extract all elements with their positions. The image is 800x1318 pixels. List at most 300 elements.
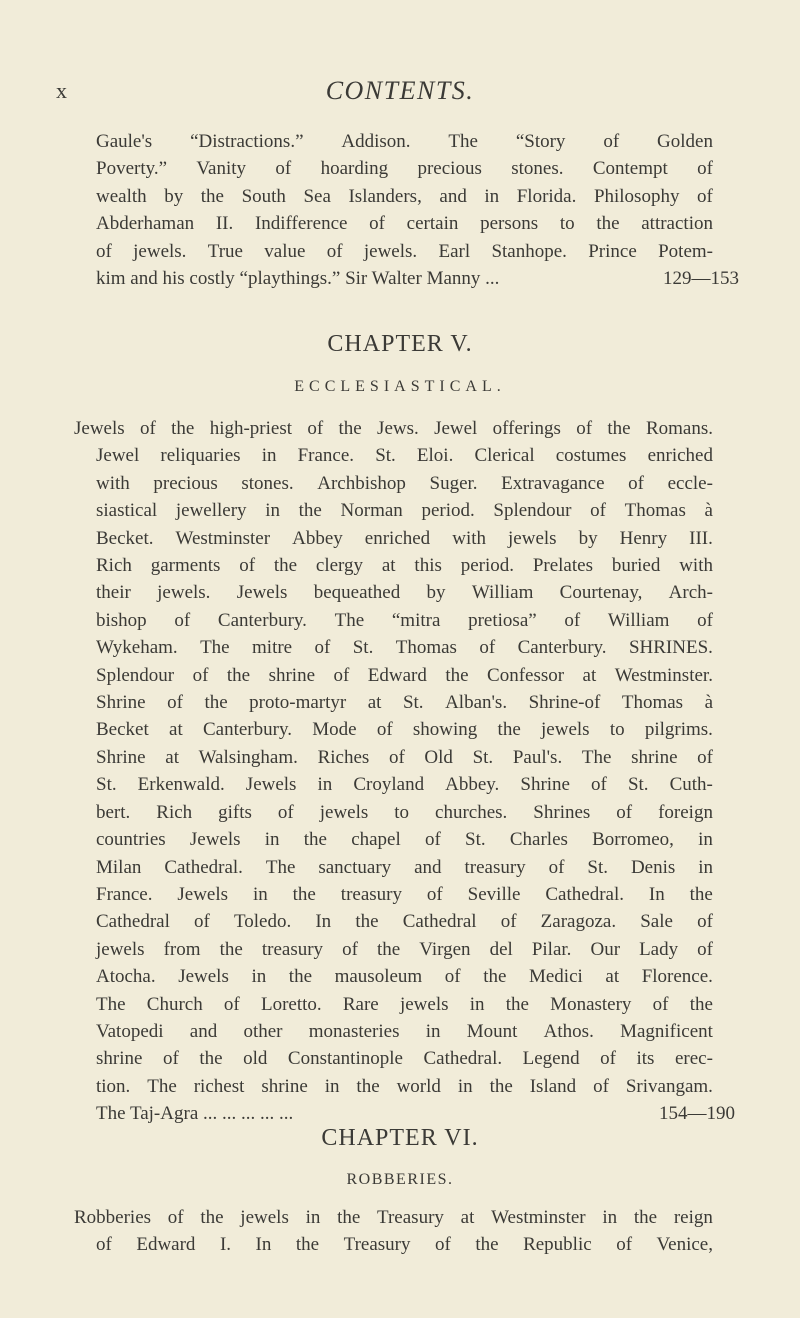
word: Islanders, — [348, 185, 422, 207]
word: Croyland — [353, 774, 425, 796]
word: of — [479, 637, 496, 659]
word: the — [200, 185, 224, 207]
word: of — [96, 240, 112, 262]
page-range: 129—153 — [663, 268, 739, 290]
word: Loretto. — [260, 993, 322, 1015]
word: of — [697, 158, 713, 180]
word: of — [174, 609, 191, 631]
word: at — [460, 1207, 475, 1228]
word: high-priest — [209, 418, 293, 439]
word: William — [471, 582, 534, 604]
text-line — [96, 991, 713, 1018]
word: Jewels — [177, 883, 229, 905]
word: Denis — [630, 856, 676, 878]
word: this — [414, 555, 442, 577]
text-line — [96, 1231, 713, 1258]
text-line — [96, 128, 713, 155]
word: of — [369, 213, 385, 235]
word: world — [396, 1075, 441, 1097]
word: Rich — [96, 555, 132, 577]
text-line — [96, 1073, 713, 1100]
text-line — [96, 579, 713, 606]
word: of — [600, 1048, 616, 1070]
word: of — [342, 938, 358, 960]
word: of — [697, 609, 713, 631]
word: Poverty.” — [96, 158, 168, 180]
word: in — [265, 500, 280, 522]
word: in — [252, 883, 268, 905]
word: treasury — [261, 938, 324, 960]
word: stones. — [511, 158, 564, 180]
word: of — [139, 418, 156, 439]
text-line — [96, 826, 713, 853]
word: enriched — [647, 445, 713, 467]
word: treasury — [340, 883, 402, 905]
word: proto-martyr — [249, 692, 347, 714]
word: SHRINES. — [628, 637, 713, 659]
word: The — [448, 131, 478, 152]
word: in — [698, 829, 713, 851]
word: Shrines — [533, 801, 591, 823]
word: Prince — [588, 240, 637, 262]
word: à — [704, 500, 713, 522]
word: monasteries — [308, 1020, 400, 1042]
word: other — [243, 1020, 283, 1042]
text-line-with-pages — [96, 1100, 735, 1127]
word: of — [192, 664, 209, 686]
word: Thomas — [395, 637, 457, 659]
text-line — [96, 744, 713, 771]
word: in — [469, 993, 485, 1015]
word: II. — [215, 213, 234, 235]
text-line: kim and his costly “playthings.” Sir Walter Manny ... — [96, 268, 500, 290]
chapter-v-paragraph — [74, 415, 735, 1128]
word: Potem- — [658, 240, 713, 262]
word: of — [435, 1234, 451, 1256]
word: the — [199, 1048, 223, 1070]
word: Abbey. — [445, 774, 500, 796]
text-line — [96, 238, 713, 265]
word: certain — [406, 213, 459, 235]
word: Shrine — [96, 692, 146, 714]
page-number: x — [56, 78, 67, 103]
word: Monastery — [550, 993, 632, 1015]
word: of — [697, 185, 713, 207]
word: Jews. — [377, 418, 419, 439]
word: Shrine — [96, 746, 146, 768]
word: Our — [590, 938, 621, 960]
word: of — [333, 664, 350, 686]
word: Extravagance — [501, 472, 605, 494]
word: Becket — [96, 719, 149, 741]
word: jewellery — [175, 500, 247, 522]
word: Earl — [438, 240, 471, 262]
word: pretiosa” — [468, 609, 537, 631]
word: bishop — [96, 609, 147, 631]
word: St. — [352, 637, 374, 659]
word: by — [164, 185, 184, 207]
text-line — [96, 799, 713, 826]
word: the — [338, 418, 362, 439]
word: the — [292, 883, 316, 905]
text-line: The Taj-Agra ... ... ... ... ... — [96, 1103, 294, 1125]
word: Becket. — [96, 527, 154, 549]
word: In — [315, 911, 332, 933]
word: shrine — [96, 1048, 143, 1070]
word: jewels — [508, 527, 557, 549]
word: Jewels — [189, 829, 241, 851]
word: Cathedral. — [545, 883, 624, 905]
word: Mode — [312, 719, 357, 741]
word: chapel — [351, 829, 401, 851]
word: Virgen — [419, 938, 471, 960]
word: Rich — [156, 801, 193, 823]
word: of — [697, 911, 713, 933]
word: Arch- — [668, 582, 713, 604]
word: and — [189, 1020, 218, 1042]
text-line — [96, 1045, 713, 1072]
word: of — [593, 1075, 609, 1097]
text-line — [96, 552, 713, 579]
word: The — [96, 993, 126, 1015]
text-line — [96, 881, 713, 908]
word: of — [167, 692, 183, 714]
word: of — [564, 609, 581, 631]
word: Treasury — [377, 1207, 444, 1228]
word: Athos. — [543, 1020, 594, 1042]
word: by — [426, 582, 446, 604]
word: jewels — [319, 801, 369, 823]
word: Wykeham. — [96, 637, 178, 659]
word: Legend — [522, 1048, 580, 1070]
word: the — [475, 1234, 499, 1256]
word: Church — [146, 993, 203, 1015]
word: pilgrims. — [644, 719, 713, 741]
word: stones. — [241, 472, 294, 494]
word: gifts — [218, 801, 252, 823]
word: Canterbury. — [517, 637, 607, 659]
word: Golden — [657, 131, 713, 152]
word: Vatopedi — [96, 1020, 164, 1042]
chapter-vi-subtitle: ROBBERIES. — [346, 1171, 454, 1188]
word: Cathedral — [96, 911, 170, 933]
word: in — [602, 1207, 618, 1228]
word: Venice, — [656, 1234, 713, 1256]
word: in — [425, 1020, 441, 1042]
word: Medici — [528, 966, 583, 988]
word: the — [226, 664, 251, 686]
word: France. — [297, 445, 355, 467]
word: the — [483, 966, 507, 988]
word: Magnificent — [620, 1020, 713, 1042]
word: the — [497, 719, 521, 741]
word: the — [689, 993, 713, 1015]
word: in — [317, 774, 333, 796]
word: to — [609, 719, 625, 741]
text-line — [96, 634, 713, 661]
text-line — [96, 854, 713, 881]
word: attraction — [641, 213, 713, 235]
word: jewels — [541, 719, 590, 741]
word: of — [326, 240, 343, 262]
word: with — [452, 527, 486, 549]
word: of — [167, 1207, 184, 1228]
word: at — [169, 719, 183, 741]
word: Erkenwald. — [137, 774, 225, 796]
word: the — [633, 1207, 658, 1228]
word: in — [251, 966, 267, 988]
word: in — [324, 1075, 340, 1097]
word: Mount — [466, 1020, 518, 1042]
word: France. — [96, 883, 153, 905]
text-line — [96, 716, 713, 743]
word: The — [334, 609, 365, 631]
word: Indifference — [254, 213, 348, 235]
word: shrine — [631, 746, 678, 768]
text-line — [96, 525, 713, 552]
word: del — [489, 938, 513, 960]
word: Jewels — [178, 966, 229, 988]
word: the — [200, 1207, 224, 1228]
word: clergy — [315, 555, 364, 577]
word: Prelates — [532, 555, 593, 577]
word: hoarding — [320, 158, 389, 180]
word: the — [376, 938, 401, 960]
word: of — [444, 966, 461, 988]
word: Alban's. — [445, 692, 508, 714]
word: Splendour — [493, 500, 572, 522]
word: True — [207, 240, 243, 262]
word: of — [239, 555, 256, 577]
word: Island — [529, 1075, 577, 1097]
word: St. — [587, 856, 608, 878]
word: countries — [96, 829, 166, 851]
word: of — [194, 911, 210, 933]
word: the — [295, 1234, 320, 1256]
word: Jewel — [434, 418, 478, 439]
word: in — [457, 1075, 473, 1097]
text-line — [96, 470, 713, 497]
word: tion. — [96, 1075, 131, 1097]
text-line — [96, 210, 713, 237]
word: and — [414, 856, 442, 878]
word: the — [171, 418, 195, 439]
word: period. — [460, 555, 514, 577]
word: the — [689, 883, 713, 905]
word: jewels. — [363, 240, 418, 262]
word: of — [590, 500, 606, 522]
text-line — [96, 607, 713, 634]
word: Cuth- — [669, 774, 713, 796]
word: of — [376, 719, 393, 741]
word: III. — [689, 527, 713, 549]
word: precious — [153, 472, 218, 494]
word: Borromeo, — [592, 829, 674, 851]
word: mausoleum — [334, 966, 423, 988]
word: Canterbury. — [217, 609, 307, 631]
word: enriched — [364, 527, 431, 549]
word: “mitra — [391, 609, 441, 631]
word: Cathedral. — [423, 1048, 503, 1070]
word: Riches — [317, 746, 370, 768]
word: of — [628, 472, 644, 494]
word: of — [277, 801, 294, 823]
word: Paul's. — [512, 746, 563, 768]
word: William — [607, 609, 670, 631]
word: wealth — [96, 185, 147, 207]
text-line — [96, 1018, 713, 1045]
word: In — [255, 1234, 272, 1256]
chapter-v-title: CHAPTER V. — [327, 331, 473, 357]
word: of — [424, 829, 441, 851]
word: treasury — [464, 856, 526, 878]
word: costumes — [555, 445, 627, 467]
word: Romans. — [645, 418, 713, 439]
word: value — [264, 240, 306, 262]
word: garments — [150, 555, 221, 577]
word: foreign — [658, 801, 713, 823]
word: The — [147, 1075, 177, 1097]
word: Splendour — [96, 664, 175, 686]
word: St. — [472, 746, 494, 768]
word: Lady — [639, 938, 679, 960]
word: shrine — [261, 1075, 308, 1097]
word: bequeathed — [313, 582, 401, 604]
word: the — [219, 938, 243, 960]
text-line — [96, 689, 713, 716]
word: Shrine-of — [528, 692, 601, 714]
word: in — [305, 1207, 321, 1228]
word: jewels — [240, 1207, 289, 1228]
text-line-with-pages — [96, 265, 739, 292]
text-line — [96, 936, 713, 963]
word: I. — [219, 1234, 232, 1256]
word: precious — [417, 158, 482, 180]
intro-paragraph — [96, 128, 739, 292]
word: the — [596, 213, 620, 235]
word: the — [356, 1075, 380, 1097]
word: mitre — [252, 637, 293, 659]
word: Thomas — [624, 500, 686, 522]
word: its — [636, 1048, 655, 1070]
word: Sea — [303, 185, 331, 207]
text-line — [96, 771, 713, 798]
chapter-vi-paragraph — [74, 1204, 713, 1259]
word: in — [484, 185, 500, 207]
word: old — [243, 1048, 268, 1070]
word: the — [489, 1075, 513, 1097]
word: at — [582, 664, 597, 686]
text-line — [96, 155, 713, 182]
word: richest — [193, 1075, 245, 1097]
word: in — [698, 856, 713, 878]
word: at — [165, 746, 179, 768]
chapter-vi-title: CHAPTER VI. — [321, 1125, 479, 1151]
text-line — [96, 497, 713, 524]
word: the — [337, 1207, 361, 1228]
word: Jewels — [74, 418, 125, 439]
word: of — [426, 883, 443, 905]
word: at — [367, 692, 382, 714]
word: “Distractions.” — [190, 131, 304, 152]
word: Zaragoza. — [540, 911, 617, 933]
running-head: CONTENTS. — [325, 76, 475, 105]
word: Abbey — [292, 527, 343, 549]
word: St. — [96, 774, 117, 796]
word: Vanity — [196, 158, 247, 180]
word: Sale — [640, 911, 673, 933]
word: of — [223, 993, 240, 1015]
word: Shrine — [520, 774, 570, 796]
word: Robberies — [74, 1207, 152, 1228]
word: with — [96, 472, 130, 494]
word: Jewels — [245, 774, 297, 796]
word: “Story — [515, 131, 566, 152]
word: persons — [480, 213, 539, 235]
word: Courtenay, — [559, 582, 643, 604]
word: the — [303, 829, 327, 851]
word: Archbishop — [317, 472, 406, 494]
word: Westminster. — [614, 664, 713, 686]
word: with — [679, 555, 713, 577]
word: of — [307, 418, 324, 439]
word: St. — [375, 445, 396, 467]
text-line — [96, 963, 713, 990]
word: Jewels — [236, 582, 288, 604]
word: Florida. — [516, 185, 577, 207]
word: The — [581, 746, 612, 768]
word: Clerical — [474, 445, 535, 467]
word: of — [697, 938, 713, 960]
word: to — [394, 801, 410, 823]
word: Constantinople — [287, 1048, 403, 1070]
word: jewels — [399, 993, 449, 1015]
word: of — [591, 774, 607, 796]
word: in — [264, 829, 280, 851]
word: sanctuary — [318, 856, 392, 878]
word: of — [275, 158, 292, 180]
word: and — [439, 185, 467, 207]
text-line — [96, 908, 713, 935]
word: of — [652, 993, 669, 1015]
word: Republic — [523, 1234, 592, 1256]
word: jewels. — [157, 582, 211, 604]
word: Eloi. — [416, 445, 454, 467]
word: Stanhope. — [491, 240, 567, 262]
word: Florence. — [641, 966, 713, 988]
word: the — [288, 966, 313, 988]
word: offerings — [492, 418, 561, 439]
word: the — [273, 555, 298, 577]
word: the — [505, 993, 529, 1015]
word: Westminster — [491, 1207, 586, 1228]
word: Philosophy — [593, 185, 680, 207]
word: Westminster — [175, 527, 271, 549]
word: Seville — [467, 883, 521, 905]
word: of — [388, 746, 405, 768]
text-line — [96, 183, 713, 210]
word: of — [616, 1234, 633, 1256]
word: from — [163, 938, 201, 960]
word: jewels. — [133, 240, 187, 262]
word: Canterbury. — [202, 719, 292, 741]
word: St. — [627, 774, 649, 796]
word: Confessor — [487, 664, 565, 686]
word: Jewel — [96, 445, 140, 467]
word: St. — [465, 829, 486, 851]
word: their — [96, 582, 131, 604]
word: Toledo. — [233, 911, 292, 933]
